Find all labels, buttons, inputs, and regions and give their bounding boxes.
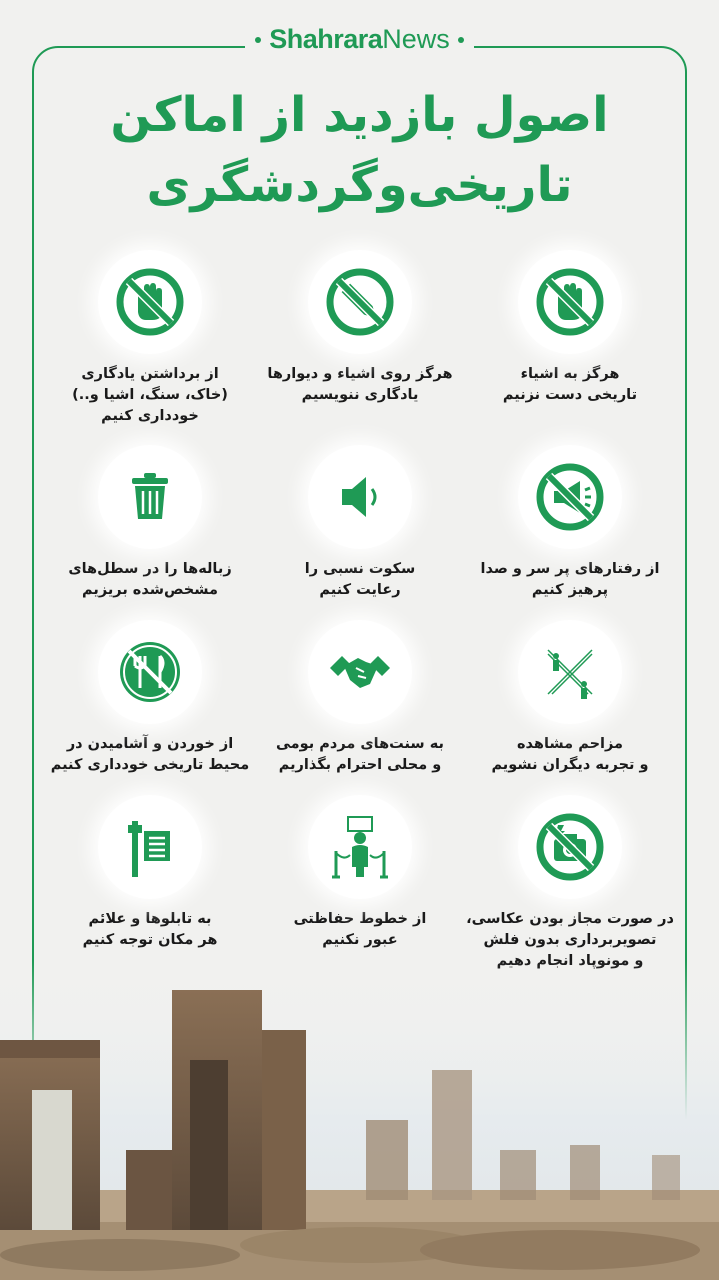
rule-item <box>40 795 260 951</box>
no-touch-hand-icon <box>518 250 622 354</box>
rule-label: هرگز به اشیاء تاریخی دست نزنیم <box>502 366 638 403</box>
rule-item <box>40 620 260 776</box>
brand-dot-right <box>458 37 464 43</box>
brand-name: Shahrara <box>269 24 383 54</box>
title-line-1: اصول بازدید از اماکن <box>110 87 609 143</box>
rule-item <box>250 620 470 776</box>
rule-item <box>460 445 680 601</box>
rule-item <box>40 445 260 601</box>
speaker-quiet-icon <box>308 445 412 549</box>
rule-label: در صورت مجاز بودن عکاسی، تصویربرداری بدون فلش <box>466 911 674 948</box>
rule-item <box>250 795 470 951</box>
rule-label: مزاحم مشاهده و تجربه دیگران نشویم <box>491 736 649 773</box>
rule-label: از رفتارهای پر سر و صدا پرهیز کنیم <box>480 561 660 598</box>
no-flash-camera-icon <box>518 795 622 899</box>
no-writing-pencil-icon <box>308 250 412 354</box>
rule-label: سکوت نسبی را رعایت کنیم <box>304 561 416 598</box>
rule-label: از خوردن و آشامیدن در محیط تاریخی خودداری کنیم <box>50 736 250 773</box>
brand-dot-left <box>255 37 261 43</box>
barrier-rope-person-icon <box>308 795 412 899</box>
no-taking-hand-icon <box>98 250 202 354</box>
brand-logo <box>0 24 719 55</box>
rule-label: هرگز روی اشیاء و دیوارها یادگاری ننویسیم <box>267 366 453 403</box>
rule-item <box>250 445 470 601</box>
rule-item <box>460 620 680 776</box>
no-loudspeaker-icon <box>518 445 622 549</box>
rule-label: از برداشتن یادگاری (خاک، سنگ، اشیا و..) خودداری کنیم <box>72 366 228 424</box>
rule-label: به سنت‌های مردم بومی و محلی احترام بگذاریم <box>276 736 444 773</box>
page-title <box>0 80 719 220</box>
title-line-2: تاریخی‌وگردشگری <box>146 157 573 213</box>
rule-item <box>460 795 680 972</box>
brand-suffix: News <box>382 24 450 54</box>
rule-label: به تابلوها و علائم هر مکان توجه کنیم <box>82 911 218 948</box>
rule-item <box>250 250 470 406</box>
trash-bin-icon <box>98 445 202 549</box>
rule-item <box>460 250 680 406</box>
crossed-paths-people-icon <box>518 620 622 724</box>
ruins-illustration <box>0 960 719 1280</box>
signboard-icon <box>98 795 202 899</box>
no-food-icon <box>98 620 202 724</box>
rule-label: زباله‌ها را در سطل‌های مشخص‌شده بریزیم <box>68 561 232 598</box>
rule-item <box>40 250 260 427</box>
rule-label: از خطوط حفاظتی عبور نکنیم <box>293 911 427 948</box>
handshake-icon <box>308 620 412 724</box>
